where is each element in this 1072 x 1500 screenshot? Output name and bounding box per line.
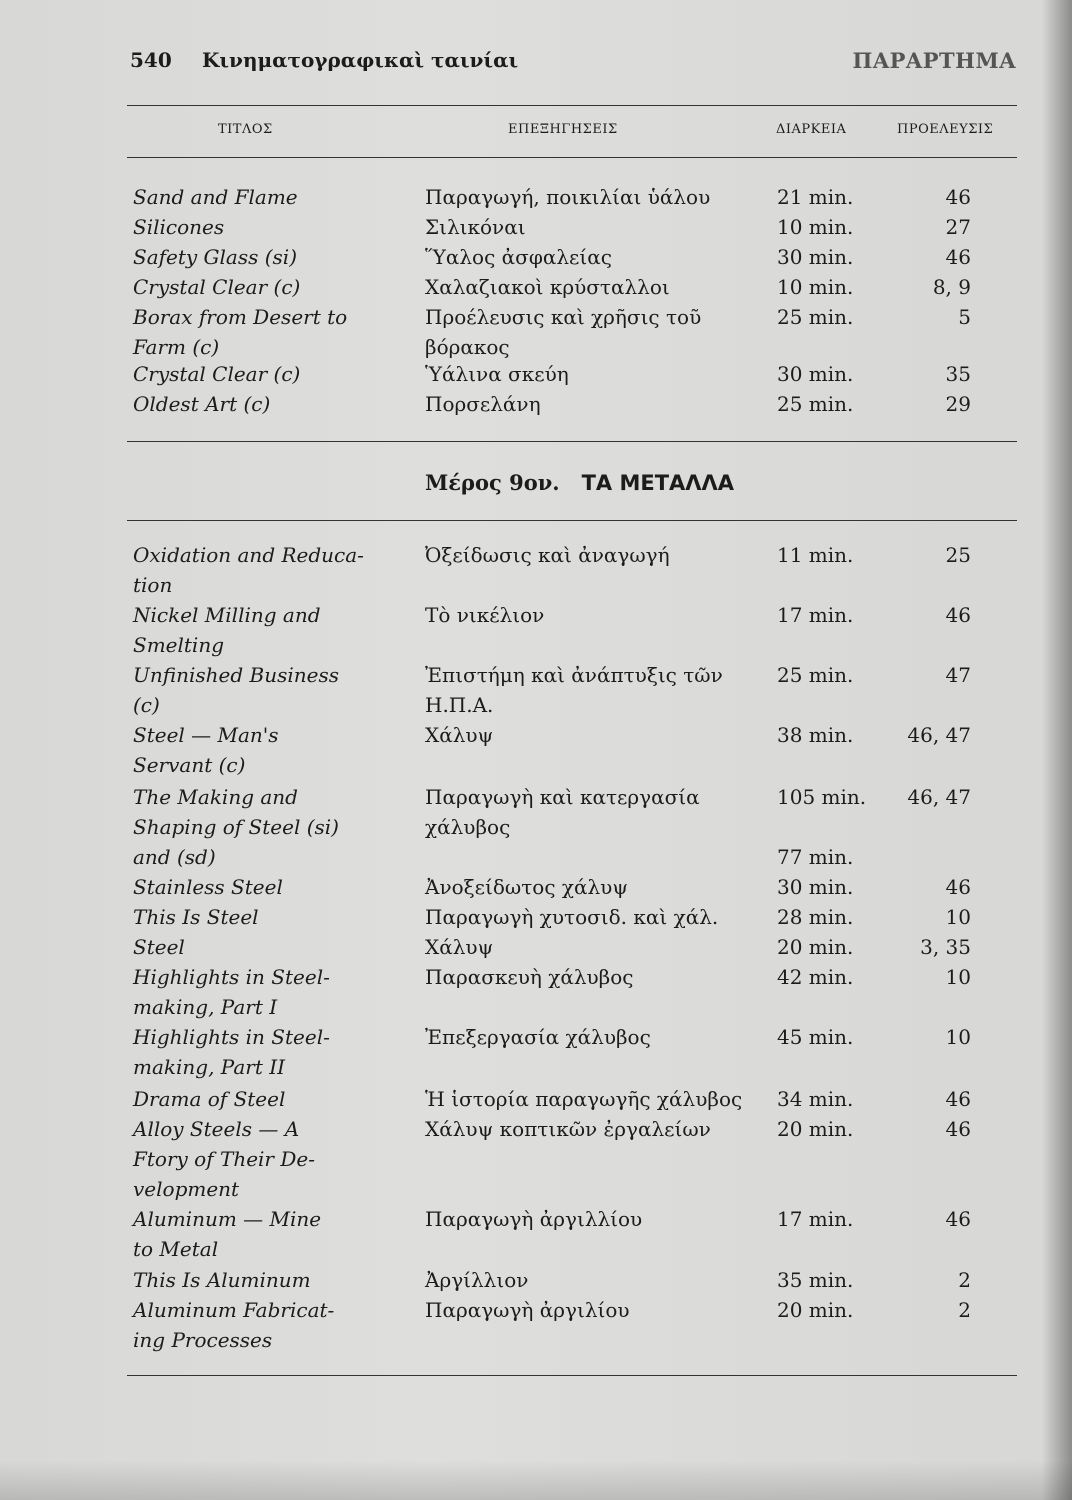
film-duration: 10 min.	[777, 215, 854, 239]
part-title: ΤΑ ΜΕΤΑΛΛΑ	[581, 471, 735, 495]
film-title: Ftory of Their De-	[133, 1147, 315, 1171]
film-source: 35	[945, 362, 971, 386]
film-description: Ἐπιστήμη καὶ ἀνάπτυξις τῶν	[425, 663, 723, 687]
film-source: 8, 9	[932, 275, 971, 299]
film-description: Παραγωγή, ποικιλίαι ὑάλου	[425, 185, 711, 209]
film-source: 46	[945, 875, 971, 899]
film-title: velopment	[133, 1177, 240, 1201]
film-description: Χάλυψ	[425, 935, 494, 959]
film-title: making, Part II	[133, 1055, 286, 1079]
film-duration: 30 min.	[777, 362, 854, 386]
film-title: making, Part I	[133, 995, 278, 1019]
film-duration: 42 min.	[777, 965, 854, 989]
film-description: Παραγωγὴ ἀργιλλίου	[425, 1207, 643, 1231]
film-duration: 34 min.	[777, 1087, 854, 1111]
page-number: 540	[130, 48, 172, 72]
film-source: 46	[945, 1087, 971, 1111]
film-description: Παρασκευὴ χάλυβος	[425, 965, 634, 989]
film-source: 29	[945, 392, 971, 416]
header-rule	[127, 157, 1017, 158]
film-title: Crystal Clear (c)	[133, 275, 301, 299]
film-duration: 25 min.	[777, 663, 854, 687]
part-bottom-rule	[127, 520, 1017, 521]
film-source: 46	[945, 185, 971, 209]
part-top-rule	[127, 441, 1017, 442]
bottom-rule	[127, 1375, 1017, 1376]
film-description: Ἀργίλλιον	[425, 1268, 529, 1292]
part-number: Μέρος 9ον.	[425, 470, 560, 495]
film-description: Ἐπεξεργασία χάλυβος	[425, 1025, 651, 1049]
film-title: Crystal Clear (c)	[133, 362, 301, 386]
film-duration: 17 min.	[777, 603, 854, 627]
film-title: tion	[133, 573, 173, 597]
film-source: 5	[958, 305, 971, 329]
film-source: 46, 47	[907, 723, 971, 747]
film-description: Χαλαζιακοὶ κρύσταλλοι	[425, 275, 670, 299]
film-duration: 35 min.	[777, 1268, 854, 1292]
film-duration: 38 min.	[777, 723, 854, 747]
film-title: Stainless Steel	[133, 875, 283, 899]
film-description: Ἡ ἱστορία παραγωγῆς χάλυβος	[425, 1087, 743, 1111]
film-title: Oldest Art (c)	[133, 392, 271, 416]
film-description: Παραγωγὴ ἀργιλίου	[425, 1298, 630, 1322]
film-title: Oxidation and Reduca-	[133, 543, 364, 567]
film-description: Η.Π.Α.	[425, 693, 494, 717]
film-duration: 20 min.	[777, 935, 854, 959]
film-source: 2	[958, 1298, 971, 1322]
film-source: 46	[945, 245, 971, 269]
film-description: Παραγωγὴ καὶ κατεργασία	[425, 785, 700, 809]
film-title: and (sd)	[133, 845, 216, 869]
film-source: 46, 47	[907, 785, 971, 809]
film-description: Παραγωγὴ χυτοσιδ. καὶ χάλ.	[425, 905, 719, 929]
film-duration: 30 min.	[777, 875, 854, 899]
column-header-title: ΤΙΤΛΟΣ	[218, 122, 273, 137]
film-title: Highlights in Steel-	[133, 965, 330, 989]
film-duration: 10 min.	[777, 275, 854, 299]
film-duration: 30 min.	[777, 245, 854, 269]
film-description: βόρακος	[425, 335, 510, 359]
film-description: Χάλυψ κοπτικῶν ἐργαλείων	[425, 1117, 711, 1141]
film-source: 27	[945, 215, 971, 239]
film-description: Προέλευσις καὶ χρῆσις τοῦ	[425, 305, 702, 329]
film-duration: 28 min.	[777, 905, 854, 929]
film-duration: 20 min.	[777, 1117, 854, 1141]
film-duration: 11 min.	[777, 543, 854, 567]
film-duration: 25 min.	[777, 305, 854, 329]
film-source: 2	[958, 1268, 971, 1292]
film-description: Σιλικόναι	[425, 215, 526, 239]
film-title: Steel — Man's	[133, 723, 279, 747]
film-title: This Is Aluminum	[133, 1268, 311, 1292]
film-title: (c)	[133, 693, 160, 717]
film-title: to Metal	[133, 1237, 219, 1261]
column-header-description: ΕΠΕΞΗΓΗΣΕΙΣ	[508, 122, 618, 137]
film-title: Shaping of Steel (si)	[133, 815, 339, 839]
binding-shadow	[1042, 0, 1072, 1500]
film-duration: 17 min.	[777, 1207, 854, 1231]
page-edge-shadow	[0, 1460, 1072, 1500]
film-source: 10	[945, 965, 971, 989]
film-title: The Making and	[133, 785, 298, 809]
film-title: Aluminum — Mine	[133, 1207, 322, 1231]
film-title: Servant (c)	[133, 753, 246, 777]
film-source: 47	[945, 663, 971, 687]
film-source: 25	[945, 543, 971, 567]
section-title: ΠΑΡΑΡΤΗΜΑ	[852, 48, 1016, 73]
running-head	[130, 42, 1020, 82]
film-source: 3, 35	[920, 935, 971, 959]
film-title: Silicones	[133, 215, 225, 239]
film-source: 46	[945, 1117, 971, 1141]
film-duration: 45 min.	[777, 1025, 854, 1049]
film-title: Smelting	[133, 633, 225, 657]
film-description: Χάλυψ	[425, 723, 494, 747]
film-title: This Is Steel	[133, 905, 259, 929]
film-source: 46	[945, 603, 971, 627]
film-description: Ἀνοξείδωτος χάλυψ	[425, 875, 629, 899]
film-title: Sand and Flame	[133, 185, 298, 209]
film-title: ing Processes	[133, 1328, 273, 1352]
film-duration: 21 min.	[777, 185, 854, 209]
film-title: Highlights in Steel-	[133, 1025, 330, 1049]
film-title: Farm (c)	[133, 335, 220, 359]
film-source: 10	[945, 905, 971, 929]
film-duration: 25 min.	[777, 392, 854, 416]
part-heading	[425, 470, 734, 495]
film-duration: 77 min.	[777, 845, 854, 869]
film-source: 46	[945, 1207, 971, 1231]
film-title: Unfinished Business	[133, 663, 339, 687]
film-title: Steel	[133, 935, 185, 959]
book-title: Κινηματογραφικαὶ ταινίαι	[202, 48, 519, 72]
film-title: Nickel Milling and	[133, 603, 321, 627]
film-description: Ὀξείδωσις καὶ ἀναγωγή	[425, 543, 670, 567]
film-source: 10	[945, 1025, 971, 1049]
top-rule	[127, 105, 1017, 106]
column-header-source: ΠΡΟΕΛΕΥΣΙΣ	[897, 122, 994, 137]
film-description: χάλυβος	[425, 815, 511, 839]
film-title: Safety Glass (si)	[133, 245, 298, 269]
film-title: Alloy Steels — A	[133, 1117, 300, 1141]
film-title: Aluminum Fabricat-	[133, 1298, 335, 1322]
film-title: Drama of Steel	[133, 1087, 286, 1111]
column-header-duration: ΔΙΑΡΚΕΙΑ	[776, 122, 847, 137]
film-description: Τὸ νικέλιον	[425, 603, 545, 627]
film-description: Ὕαλος ἀσφαλείας	[425, 245, 612, 269]
film-title: Borax from Desert to	[133, 305, 348, 329]
film-duration: 20 min.	[777, 1298, 854, 1322]
film-description: Ὑάλινα σκεύη	[425, 362, 569, 386]
film-description: Πορσελάνη	[425, 392, 541, 416]
film-duration: 105 min.	[777, 785, 867, 809]
